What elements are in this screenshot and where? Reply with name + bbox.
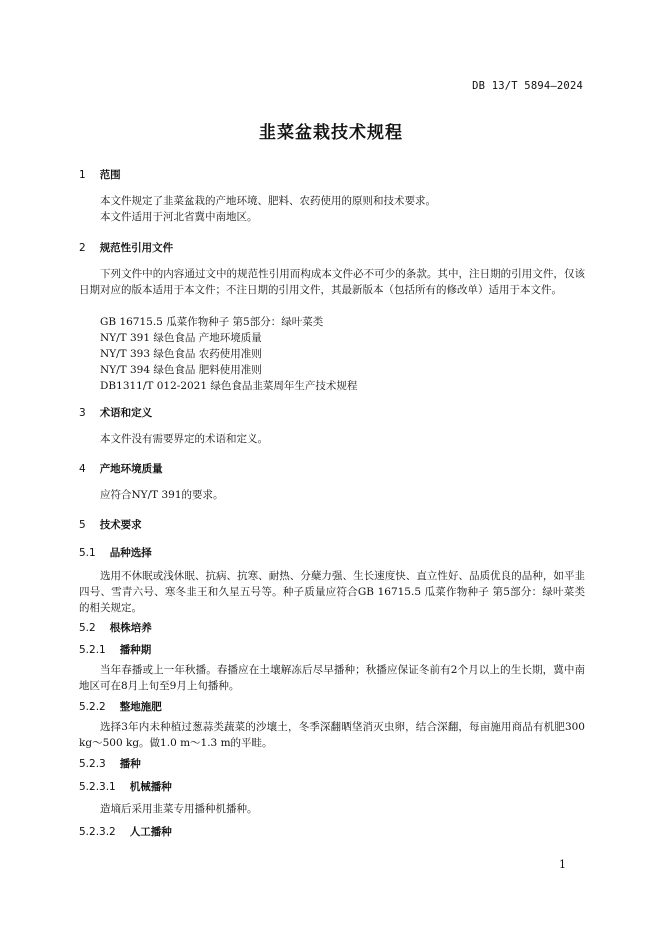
section-number: 5.2.1 (79, 644, 106, 656)
section-number: 5.2 (79, 622, 96, 634)
section-title: 播种期 (119, 644, 152, 656)
section-number: 5.2.3 (79, 758, 106, 770)
section-2-heading (79, 240, 173, 255)
section-5-2-heading (79, 620, 152, 635)
section-number: 5.2.3.1 (79, 781, 116, 793)
section-5-2-1-heading (79, 642, 151, 657)
section-title: 范围 (99, 169, 121, 181)
section-number: 2 (79, 242, 86, 254)
document-title: 韭菜盆栽技术规程 (259, 123, 403, 143)
section-4-paragraph-1: 应符合NY/T 391的要求。 (100, 489, 224, 501)
page-number: 1 (559, 858, 566, 871)
reference-item: DB1311/T 012-2021 绿色食品韭菜周年生产技术规程 (100, 380, 358, 392)
section-title: 人工播种 (129, 826, 172, 838)
section-title: 术语和定义 (99, 407, 153, 419)
standard-number: DB 13/T 5894—2024 (472, 80, 583, 92)
section-number: 5.2.3.2 (79, 826, 116, 838)
section-title: 机械播种 (129, 781, 172, 793)
section-3-paragraph-1: 本文件没有需要界定的术语和定义。 (100, 433, 268, 445)
section-5-2-3-1-heading (79, 779, 172, 794)
reference-item: NY/T 394 绿色食品 肥料使用准则 (100, 364, 262, 376)
section-5-2-3-2-heading (79, 824, 172, 839)
section-number: 5.1 (79, 547, 96, 559)
section-4-heading (79, 461, 163, 476)
section-1-heading (79, 167, 121, 182)
section-title: 产地环境质量 (99, 463, 163, 475)
section-title: 整地施肥 (119, 701, 162, 713)
section-5-2-3-1-paragraph-1: 造墒后采用韭菜专用播种机播种。 (100, 803, 258, 815)
section-5-2-2-paragraph-1: 选择3年内未种植过葱蒜类蔬菜的沙壤土，冬季深翻晒垡消灭虫卵，结合深翻，每亩施用商品有机肥300 kg～500 kg。做1.0 m～1.3 m的平畦。 (79, 721, 585, 749)
section-5-2-1-paragraph-1: 当年春播或上一年秋播。春播应在土壤解冻后尽早播种；秋播应保证冬前有2个月以上的生长期，冀中南地区可在8月上旬至9月上旬播种。 (79, 664, 585, 692)
section-5-1-paragraph-1: 选用不休眠或浅休眠、抗病、抗寒、耐热、分蘖力强、生长速度快、直立性好、品质优良的品种，如平韭四号、雪青六号、寒冬韭王和久星五号等。种子质量应符合GB 16715.5 瓜菜作物种子 第5部分：绿叶菜类的相关规定。 (79, 570, 585, 614)
section-5-heading (79, 517, 142, 532)
section-1-paragraph-2: 本文件适用于河北省冀中南地区。 (100, 211, 258, 223)
section-5-1-heading (79, 545, 152, 560)
section-number: 3 (79, 407, 86, 419)
section-title: 品种选择 (109, 547, 152, 559)
section-title: 播种 (119, 758, 141, 770)
section-3-heading (79, 405, 152, 420)
section-title: 根株培养 (109, 622, 152, 634)
section-number: 5.2.2 (79, 701, 106, 713)
section-5-2-2-heading (79, 699, 162, 714)
reference-item: NY/T 391 绿色食品 产地环境质量 (100, 332, 262, 344)
section-number: 4 (79, 463, 86, 475)
section-number: 5 (79, 519, 86, 531)
section-5-2-3-heading (79, 756, 141, 771)
reference-item: NY/T 393 绿色食品 农药使用准则 (100, 348, 262, 360)
section-2-paragraph-1: 下列文件中的内容通过文中的规范性引用而构成本文件必不可少的条款。其中，注日期的引用文件，仅该日期对应的版本适用于本文件；不注日期的引用文件，其最新版本（包括所有的修改单）适用于本文件。 (79, 268, 585, 296)
section-1-paragraph-1: 本文件规定了韭菜盆栽的产地环境、肥料、农药使用的原则和技术要求。 (100, 195, 436, 207)
section-title: 规范性引用文件 (99, 242, 174, 254)
reference-item: GB 16715.5 瓜菜作物种子 第5部分：绿叶菜类 (100, 316, 324, 328)
section-title: 技术要求 (99, 519, 142, 531)
section-number: 1 (79, 169, 86, 181)
